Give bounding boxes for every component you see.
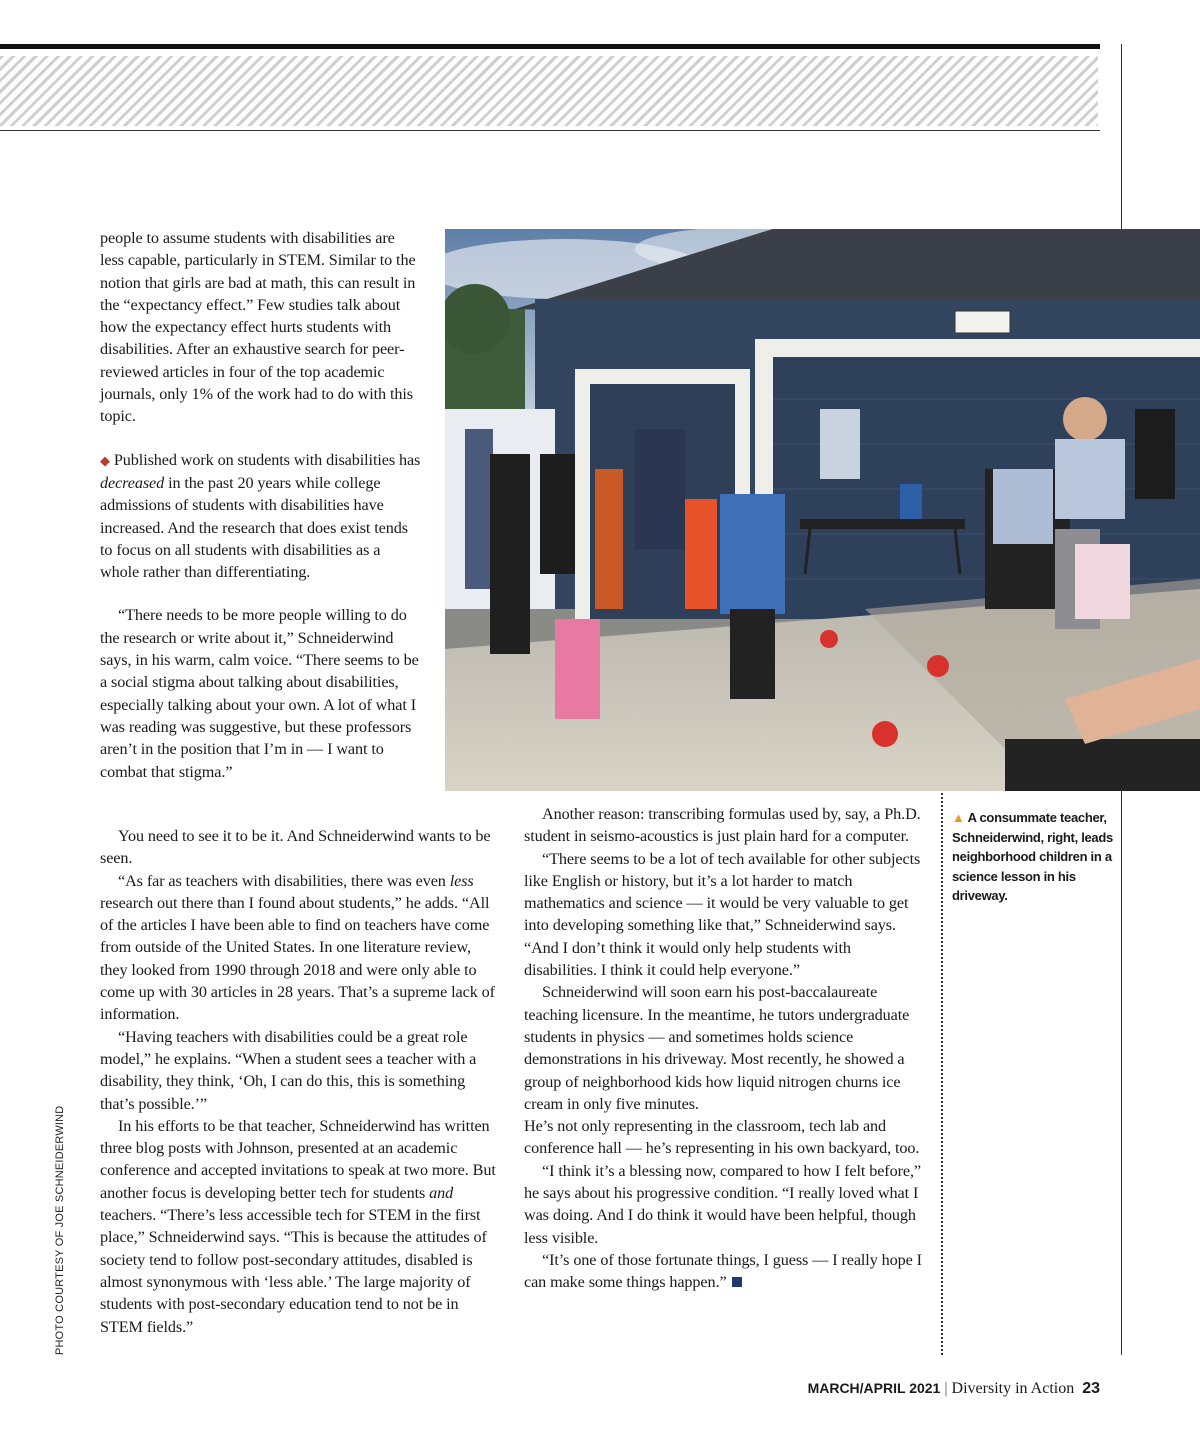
article-photo: [445, 229, 1200, 791]
paragraph: “As far as teachers with disabilities, there was even less research out there than I found about students,” he adds. “All of the articles I have been able to find on teachers have come from outside of the United States. In one literature review, they looked from 1990 through 2018 and were only able to come up with 30 articles in 28 years. That’s a supreme lack of information.: [100, 871, 495, 1024]
paragraph: “Having teachers with disabilities could be a great role model,” he explains. “When a student sees a teacher with a disability, they think, ‘Oh, I can do this, this is something that’s possible.’”: [100, 1027, 477, 1113]
paragraph: people to assume students with disabilities are less capable, particularly in STEM. Similar to the notion that girls are bad at math, this can result in the “expectancy effect.” Few studies talk about how the expectancy effect hurts students with disabilities. After an exhaustive search for peer-reviewed articles in four of the top academic journals, only 1% of the work had to do with this topic.: [100, 229, 416, 426]
photo-caption: ▲ A consummate teacher, Schneiderwind, right, leads neighborhood children in a science lesson in his driveway.: [952, 810, 1113, 903]
page-footer: [808, 1380, 1100, 1398]
header-divider: [0, 130, 1100, 131]
header-rule: [0, 44, 1100, 49]
paragraph: “It’s one of those fortunate things, I guess — I really hope I can make some things happen.”: [524, 1250, 922, 1292]
caption-divider: [941, 793, 943, 1355]
paragraph: Schneiderwind will soon earn his post-baccalaureate teaching licensure. In the meantime, he tutors undergraduate students in physics — and sometimes holds science demonstrations in his driveway. Most recently, he showed a group of neighborhood kids how liquid nitrogen churns ice cream in only five minutes.: [524, 983, 910, 1113]
diamond-icon: ◆: [100, 452, 110, 468]
photo-credit: PHOTO COURTESY OF JOE SCHNEIDERWIND: [54, 1105, 66, 1355]
triangle-icon: ▲: [952, 810, 965, 825]
paragraph: He’s not only representing in the classroom, tech lab and conference hall — he’s representing in his own backyard, too.: [524, 1117, 920, 1158]
page-number: 23: [1082, 1380, 1100, 1397]
article-column-1-bottom: [100, 825, 500, 1338]
end-mark-icon: [732, 1277, 742, 1287]
issue-date: MARCH/APRIL 2021: [807, 1380, 941, 1396]
paragraph: In his efforts to be that teacher, Schneiderwind has written three blog posts with Johnson, presented at an academic conference and accepted invitations to speak at two more. But another focus is developing better tech for students and teachers. “There’s less accessible tech for STEM in the first place,” Schneiderwind says. “This is because the attitudes of society tend to follow post-secondary attitudes, disabled is almost synonymous with ‘less able.’ The large majority of students with post-secondary education tend to not be in STEM fields.”: [100, 1116, 496, 1336]
margin-rule: [1121, 44, 1122, 229]
paragraph: You need to see it to be it. And Schneiderwind wants to be seen.: [100, 827, 491, 868]
margin-rule: [1121, 790, 1122, 1355]
paragraph: Another reason: transcribing formulas used by, say, a Ph.D. student in seismo-acoustics is just plain hard for a computer.: [524, 805, 921, 846]
publication-name: Diversity in Action: [951, 1380, 1075, 1397]
driveway-photo: [445, 229, 1200, 791]
footer-separator: |: [944, 1380, 948, 1397]
article-column-1-top: [100, 227, 422, 783]
callout-paragraph: ◆ Published work on students with disabilities has decreased in the past 20 years while college admissions of students with disabilities have increased. And the research that does exist tends to focus on all students with disabilities as a whole rather than differentiating.: [100, 450, 421, 582]
paragraph: “I think it’s a blessing now, compared to how I felt before,” he says about his progressive condition. “I really loved what I was doing. And I do think it would have been helpful, though less visible.: [524, 1161, 921, 1247]
decorative-hatch-band: [0, 56, 1098, 126]
paragraph: “There needs to be more people willing to do the research or write about it,” Schneiderwind says, in his warm, calm voice. “There seems to be a social stigma about talking about disabilities, especially talking about your own. A lot of what I was reading was suggestive, but these professors aren’t in the position that I’m in — I want to combat that stigma.”: [100, 606, 419, 781]
article-column-2: [524, 803, 924, 1294]
paragraph: “There seems to be a lot of tech available for other subjects like English or history, but it’s a lot harder to match mathematics and science — it would be very valuable to get into developing something like that,” Schneiderwind says. “And I don’t think it would only help students with disabilities. I think it could help everyone.”: [524, 849, 921, 980]
